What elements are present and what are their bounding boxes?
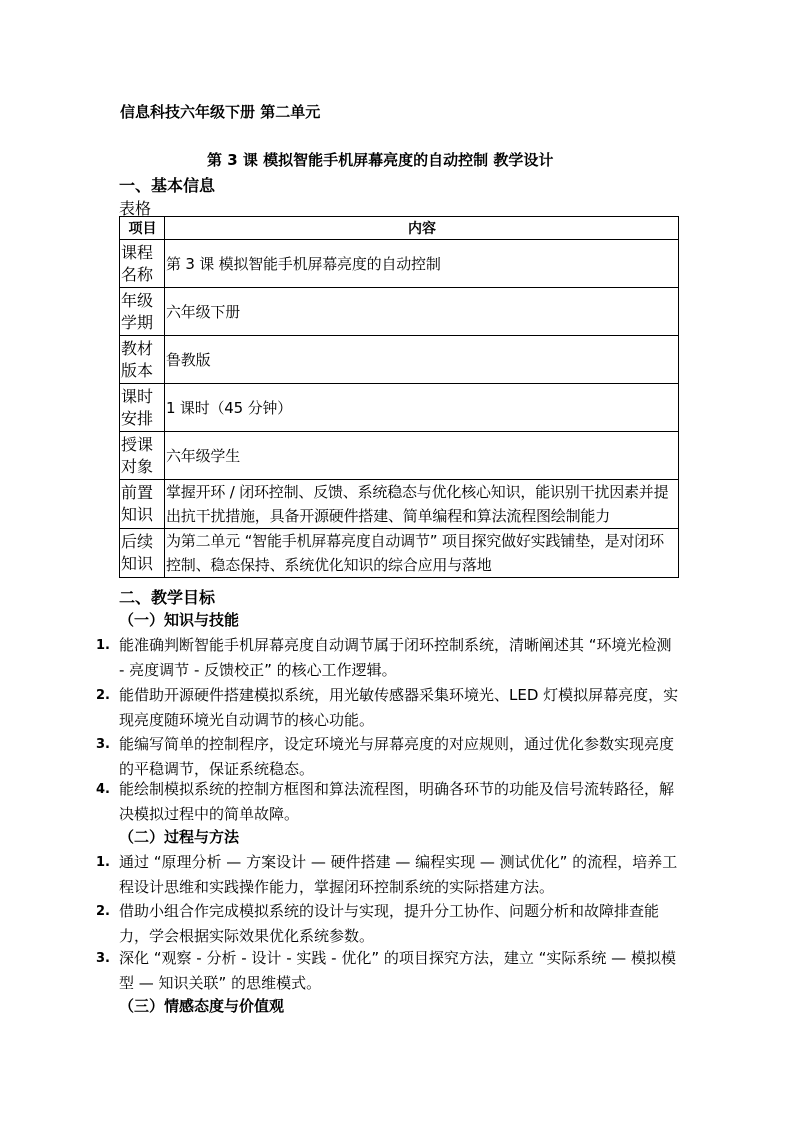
table-caption: 表格 (119, 199, 152, 218)
section-heading-basic-info: 一、基本信息 (119, 176, 216, 195)
table-header-row (120, 217, 679, 240)
document-title: 第 3 课 模拟智能手机屏幕亮度的自动控制 教学设计 (207, 151, 554, 169)
subsection-heading-process: （二）过程与方法 (119, 828, 240, 846)
table-row (120, 336, 679, 384)
list-item: 能借助开源硬件搭建模拟系统，用光敏传感器采集环境光、LED 灯模拟屏幕亮度，实现亮度随环境光自动调节的核心功能。 (119, 686, 679, 729)
list-number: 3. (96, 737, 110, 752)
col-header-content: 内容 (165, 217, 679, 240)
row-value: 六年级学生 (165, 432, 679, 480)
list-item: 能绘制模拟系统的控制方框图和算法流程图，明确各环节的功能及信号流转路径，解决模拟过程中的简单故障。 (119, 780, 675, 823)
list-number: 1. (96, 638, 110, 653)
list-item: 能编写简单的控制程序，设定环境光与屏幕亮度的对应规则，通过优化参数实现亮度的平稳调节，保证系统稳态。 (119, 735, 675, 778)
row-value: 为第二单元 “智能手机屏幕亮度自动调节” 项目探究做好实践铺垫，是对闭环控制、稳态保持、系统优化知识的综合应用与落地 (165, 529, 679, 578)
row-value: 1 课时（45 分钟） (165, 384, 679, 432)
row-label: 前置知识 (120, 480, 165, 529)
basic-info-table (119, 216, 679, 578)
row-label: 后续知识 (120, 529, 165, 578)
row-label: 教材版本 (120, 336, 165, 384)
list-number: 1. (96, 855, 110, 870)
list-number: 2. (96, 688, 110, 703)
row-value: 第 3 课 模拟智能手机屏幕亮度的自动控制 (165, 240, 679, 288)
row-label: 课程名称 (120, 240, 165, 288)
row-label: 课时安排 (120, 384, 165, 432)
list-item: 通过 “原理分析 — 方案设计 — 硬件搭建 — 编程实现 — 测试优化” 的流程，培养工程设计思维和实践操作能力，掌握闭环控制系统的实际搭建方法。 (119, 853, 678, 896)
unit-header: 信息科技六年级下册 第二单元 (120, 103, 321, 121)
row-label: 年级学期 (120, 288, 165, 336)
row-label: 授课对象 (120, 432, 165, 480)
list-item: 深化 “观察 - 分析 - 设计 - 实践 - 优化” 的项目探究方法，建立 “实际系统 — 模拟模型 — 知识关联” 的思维模式。 (119, 949, 676, 992)
col-header-item: 项目 (120, 217, 165, 240)
table-row (120, 288, 679, 336)
table-row (120, 480, 679, 529)
row-value: 鲁教版 (165, 336, 679, 384)
list-number: 2. (96, 904, 110, 919)
table-row (120, 384, 679, 432)
list-item: 能准确判断智能手机屏幕亮度自动调节属于闭环控制系统，清晰阐述其 “环境光检测 - 亮度调节 - 反馈校正” 的核心工作逻辑。 (119, 636, 672, 679)
row-value: 六年级下册 (165, 288, 679, 336)
section-heading-objectives: 二、教学目标 (119, 588, 216, 607)
list-number: 3. (96, 951, 110, 966)
table-row (120, 240, 679, 288)
subsection-heading-knowledge: （一）知识与技能 (119, 611, 240, 629)
row-value: 掌握开环 / 闭环控制、反馈、系统稳态与优化核心知识，能识别干扰因素并提出抗干扰措施，具备开源硬件搭建、简单编程和算法流程图绘制能力 (165, 480, 679, 529)
table-row (120, 529, 679, 578)
list-item: 借助小组合作完成模拟系统的设计与实现，提升分工协作、问题分析和故障排查能力，学会根据实际效果优化系统参数。 (119, 902, 660, 945)
list-number: 4. (96, 782, 110, 797)
subsection-heading-attitude: （三）情感态度与价值观 (119, 997, 285, 1015)
table-row (120, 432, 679, 480)
